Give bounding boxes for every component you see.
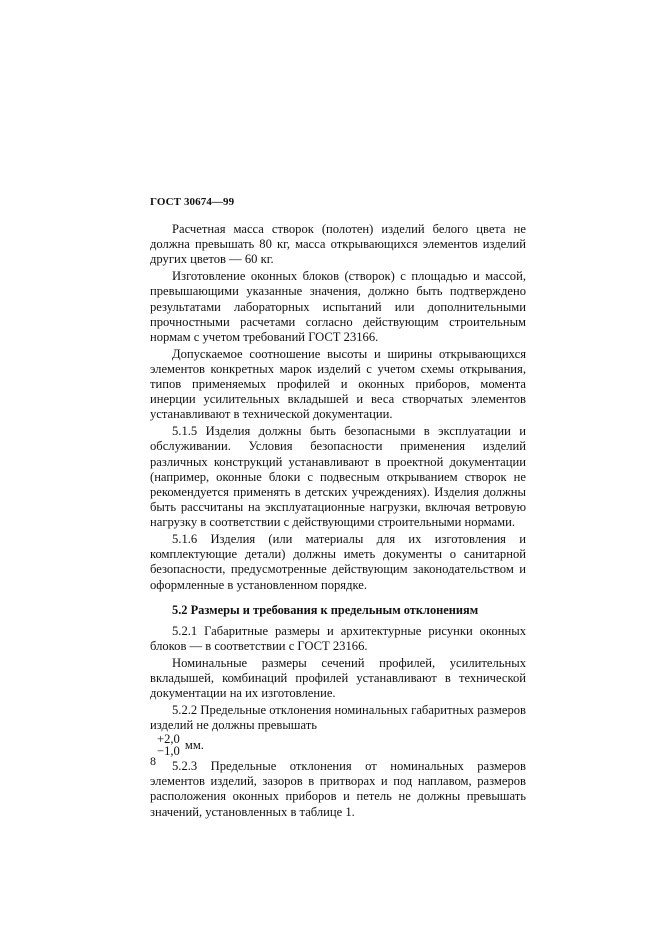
tolerance-unit: мм. bbox=[184, 737, 204, 752]
tolerance-plus: +2,0 bbox=[157, 731, 180, 746]
document-header-code: ГОСТ 30674—99 bbox=[150, 196, 235, 208]
paragraph-5-2-1: 5.2.1 Габаритные размеры и архитектурные рисунки оконных блоков — в соответствии с ГОСТ 23166. bbox=[150, 624, 526, 654]
paragraph-height-width-ratio: Допускаемое соотношение высоты и ширины открывающихся элементов конкретных марок изделий с учетом схемы открывания, типов применяемых профилей и оконных приборов, момента инерции усилительных вкладышей и веса створчатых элементов устанавливают в технической документации. bbox=[150, 346, 526, 422]
paragraph-5-2-3: 5.2.3 Предельные отклонения от номинальных размеров элементов изделий, зазоров в притворах и под наплавом, размеров расположения оконных приборов и петель не должны превышать значений, установленных в таблице 1. bbox=[150, 759, 526, 819]
paragraph-sash-mass: Расчетная масса створок (полотен) изделий белого цвета не должна превышать 80 кг, масса открывающихся элементов изделий других цветов — 60 кг. bbox=[150, 222, 526, 267]
paragraph-profile-sections: Номинальные размеры сечений профилей, усилительных вкладышей, комбинаций профилей устанавливают в технической документации на их изготовление. bbox=[150, 655, 526, 701]
tolerance-value-line bbox=[150, 731, 526, 758]
document-body bbox=[150, 222, 526, 821]
page-number: 8 bbox=[150, 754, 156, 768]
paragraph-5-1-6-sanitary: 5.1.6 Изделия (или материалы для их изготовления и комплектующие детали) должны иметь документы о санитарной безопасности, предусмотренные действующим законодательством и оформленные в установленном порядке. bbox=[150, 532, 526, 592]
paragraph-5-2-2 bbox=[150, 703, 526, 757]
tolerance-fraction bbox=[157, 733, 180, 757]
tolerance-text-lead: 5.2.2 Предельные отклонения номинальных габаритных размеров изделий не должны превышать bbox=[150, 703, 526, 733]
paragraph-5-1-5-safety: 5.1.5 Изделия должны быть безопасными в эксплуатации и обслуживании. Условия безопасности применения изделий различных конструкций устанавливают в проектной документации (например, оконные блоки с подвесным открыванием створок не рекомендуется применять в детских учреждениях). Изделия должны быть рассчитаны на эксплуатационные нагрузки, включая ветровую нагрузку в соответствии с действующими строительными нормами. bbox=[150, 424, 526, 530]
tolerance-minus: −1,0 bbox=[157, 743, 180, 758]
section-heading-5-2: 5.2 Размеры и требования к предельным отклонениям bbox=[172, 602, 479, 617]
paragraph-5-2-2-text bbox=[150, 703, 526, 733]
paragraph-large-blocks: Изготовление оконных блоков (створок) с площадью и массой, превышающими указанные значения, должно быть подтверждено результатами лабораторных испытаний или дополнительными прочностными расчетами согласно действующим строительным нормам с учетом требований ГОСТ 23166. bbox=[150, 269, 526, 344]
